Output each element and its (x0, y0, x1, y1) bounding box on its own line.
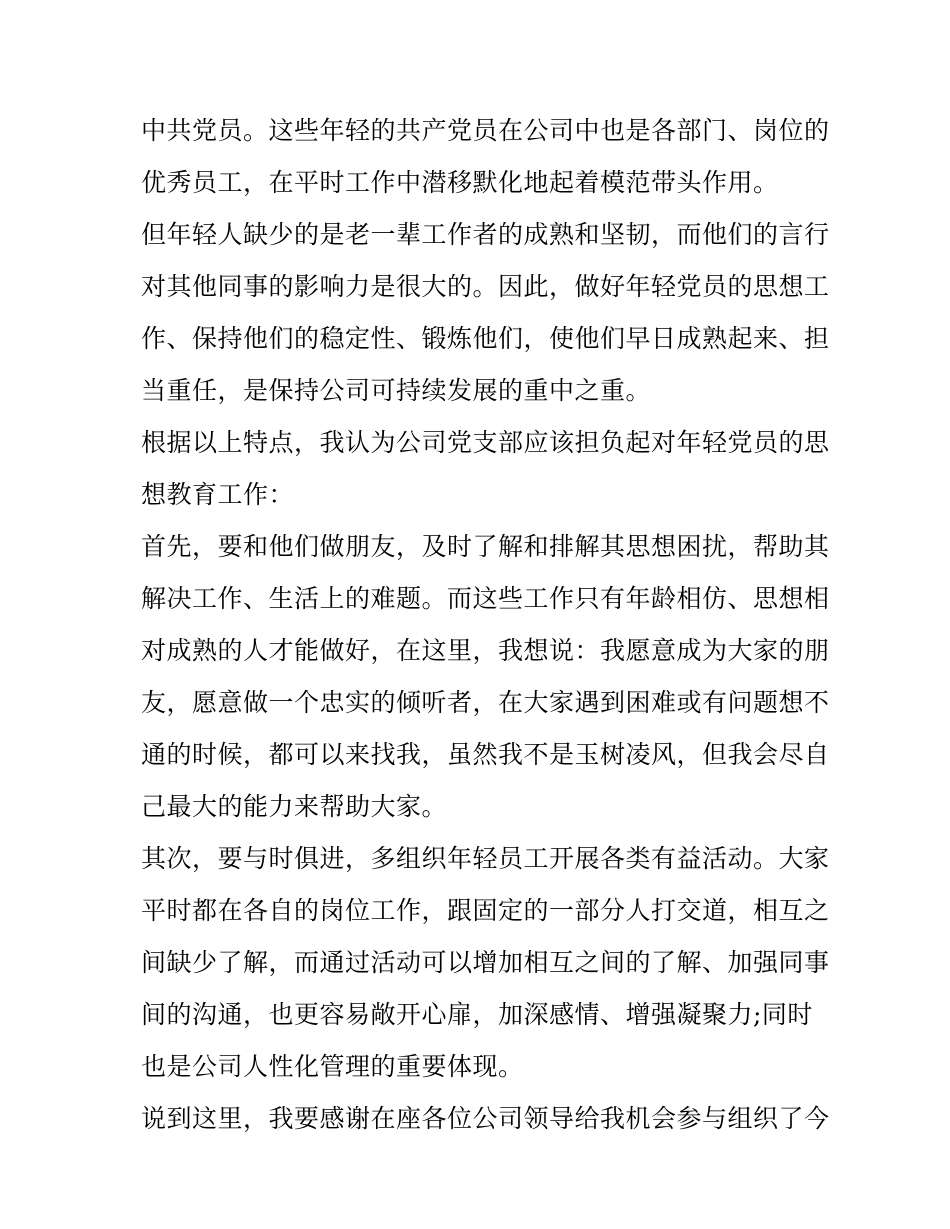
text-line: 优秀员工，在平时工作中潜移默化地起着模范带头作用。 (141, 168, 779, 197)
text-line: 对成熟的人才能做好，在这里，我想说：我愿意成为大家的朋 (141, 636, 830, 665)
text-line: 平时都在各自的岗位工作，跟固定的一部分人打交道，相互之 (141, 896, 830, 925)
text-line: 己最大的能力来帮助大家。 (141, 792, 448, 821)
text-line: 通的时候，都可以来找我，虽然我不是玉树凌风，但我会尽自 (141, 740, 830, 769)
body-text (141, 105, 830, 1145)
text-line: 其次，要与时俱进，多组织年轻员工开展各类有益活动。大家 (141, 844, 830, 873)
text-line: 说到这里，我要感谢在座各位公司领导给我机会参与组织了今 (141, 1104, 830, 1133)
text-line: 对其他同事的影响力是很大的。因此，做好年轻党员的思想工 (141, 272, 830, 301)
text-line: 首先，要和他们做朋友，及时了解和排解其思想困扰，帮助其 (141, 532, 830, 561)
text-line: 作、保持他们的稳定性、锻炼他们，使他们早日成熟起来、担 (141, 324, 830, 353)
text-line: 也是公司人性化管理的重要体现。 (141, 1052, 524, 1081)
text-line: 中共党员。这些年轻的共产党员在公司中也是各部门、岗位的 (141, 116, 830, 145)
text-line: 当重任，是保持公司可持续发展的重中之重。 (141, 376, 652, 405)
text-line: 间的沟通，也更容易敞开心扉，加深感情、增强凝聚力;同时 (141, 1000, 813, 1029)
text-line: 但年轻人缺少的是老一辈工作者的成熟和坚韧，而他们的言行 (141, 220, 830, 249)
text-line: 友，愿意做一个忠实的倾听者，在大家遇到困难或有问题想不 (141, 688, 830, 717)
text-line: 间缺少了解，而通过活动可以增加相互之间的了解、加强同事 (141, 948, 830, 977)
text-line: 根据以上特点，我认为公司党支部应该担负起对年轻党员的思 (141, 428, 830, 457)
text-line: 解决工作、生活上的难题。而这些工作只有年龄相仿、思想相 (141, 584, 830, 613)
text-line: 想教育工作： (141, 480, 295, 509)
